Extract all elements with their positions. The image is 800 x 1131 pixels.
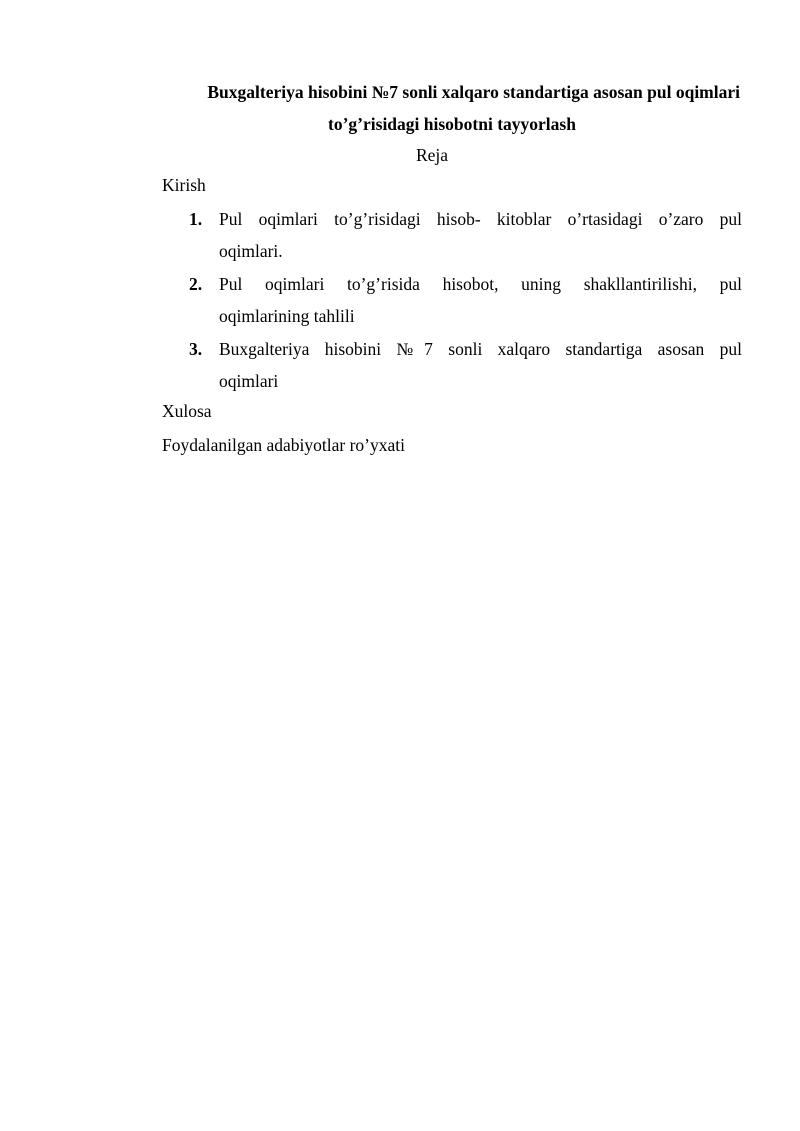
list-item <box>162 203 742 267</box>
list-item-text-line-1: Pul oqimlari to’g’risida hisobot, uning shakllantirilishi, pul <box>219 274 742 294</box>
intro-heading: Kirish <box>162 175 206 195</box>
list-item-number: 2. <box>189 274 203 294</box>
plan-list <box>162 203 742 398</box>
list-item-text-line-1: Pul oqimlari to’g’risidagi hisob- kitoblar o’rtasidagi o’zaro pul <box>219 209 742 229</box>
references-heading: Foydalanilgan adabiyotlar ro’yxati <box>162 435 405 455</box>
plan-heading: Reja <box>415 145 449 165</box>
title-line-1: Buxgalteriya hisobini №7 sonli xalqaro standartiga asosan pul oqimlari <box>207 82 740 102</box>
list-item <box>162 268 742 332</box>
list-item-text-line-1: Buxgalteriya hisobini №7 sonli xalqaro standartiga asosan pul <box>219 339 742 359</box>
title-line-2: to’g’risidagi hisobotni tayyorlash <box>328 114 576 134</box>
list-item-text-line-2: oqimlari. <box>219 241 283 261</box>
list-item-text-line-2: oqimlarining tahlili <box>219 306 355 326</box>
conclusion-heading: Xulosa <box>162 401 212 421</box>
document-title <box>162 76 742 140</box>
list-item-text-line-2: oqimlari <box>219 371 279 391</box>
list-item-number: 3. <box>189 339 203 359</box>
list-item-number: 1. <box>189 209 203 229</box>
list-item <box>162 333 742 397</box>
